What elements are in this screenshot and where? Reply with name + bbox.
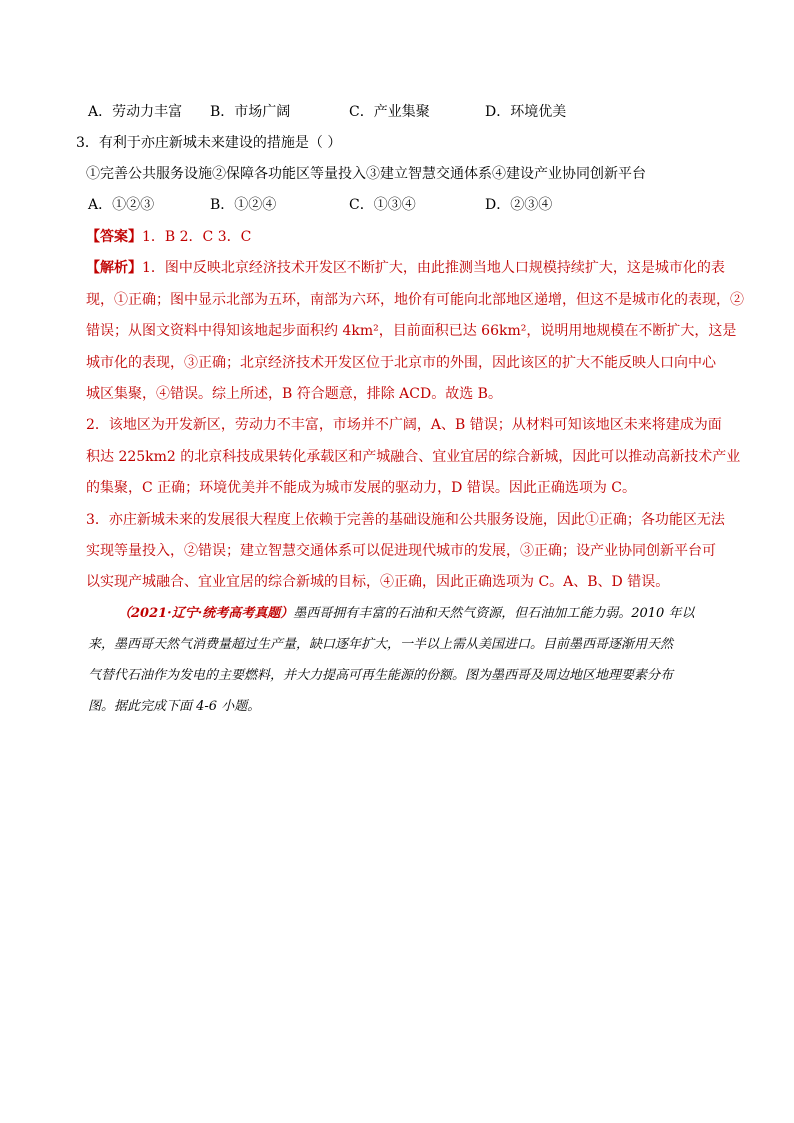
analysis-line-5: 城区集聚，④错误。综上所述，B 符合题意，排除 ACD。故选 B。 [86, 386, 502, 402]
analysis-text-1: 1．图中反映北京经济技术开发区不断扩大，由此推测当地人口规模持续扩大，这是城市化的表 [142, 260, 725, 276]
analysis-line-2: 现，①正确；图中显示北部为五环，南部为六环，地价有可能向北部地区递增，但这不是城市化的表现，② [86, 292, 744, 308]
q3-items: ①完善公共服务设施②保障各功能区等量投入③建立智慧交通体系④建设产业协同创新平台 [86, 166, 646, 182]
q3-stem: 3．有利于亦庄新城未来建设的措施是（ ） [76, 135, 342, 151]
q2-option-d: D．环境优美 [485, 104, 567, 120]
answer-line [86, 227, 251, 247]
q2-option-b: B．市场广阔 [210, 104, 291, 120]
analysis-label: 【解析】 [86, 260, 142, 276]
analysis-line-4: 城市化的表现，③正确；北京经济技术开发区位于北京市的外围，因此该区的扩大不能反映人口向中心 [86, 355, 716, 371]
analysis-line-6: 2．该地区为开发新区，劳动力不丰富，市场并不广阔，A、B 错误；从材料可知该地区未来将建成为面 [86, 417, 722, 433]
material-text-1: 墨西哥拥有丰富的石油和天然气资源，但石油加工能力弱。2010 年以 [293, 606, 695, 621]
material-line-2: 来，墨西哥天然气消费量超过生产量，缺口逐年扩大，一半以上需从美国进口。目前墨西哥逐渐用天然 [88, 637, 674, 652]
answer-text: 1．B 2．C 3．C [142, 229, 252, 245]
q3-option-a: A．①②③ [88, 197, 155, 213]
analysis-line-7: 积达 225km2 的北京科技成果转化承载区和产城融合、宜业宜居的综合新城，因此可以推动高新技术产业 [86, 449, 741, 465]
analysis-line-1 [86, 258, 725, 278]
q2-option-c: C．产业集聚 [349, 104, 430, 120]
analysis-line-10: 实现等量投入，②错误；建立智慧交通体系可以促进现代城市的发展，③正确；设产业协同创新平台可 [86, 543, 716, 559]
analysis-line-11: 以实现产城融合、宜业宜居的综合新城的目标，④正确，因此正确选项为 C。A、B、D 错误。 [86, 574, 670, 590]
material-line-4: 图。据此完成下面 4-6 小题。 [88, 699, 261, 714]
q3-option-b: B．①②④ [210, 197, 277, 213]
material-line-1 [118, 604, 694, 624]
material-source-tag: （2021·辽宁·统考高考真题） [118, 606, 294, 621]
q3-option-d: D．②③④ [485, 197, 553, 213]
answer-label: 【答案】 [86, 229, 142, 245]
analysis-line-9: 3．亦庄新城未来的发展很大程度上依赖于完善的基础设施和公共服务设施，因此①正确；各功能区无法 [86, 512, 725, 528]
analysis-line-3: 错误；从图文资料中得知该地起步面积约 4km²，目前面积已达 66km²，说明用地规模在不断扩大，这是 [86, 323, 737, 339]
material-line-3: 气替代石油作为发电的主要燃料，并大力提高可再生能源的份额。图为墨西哥及周边地区地理要素分布 [88, 668, 674, 683]
q2-option-a: A．劳动力丰富 [88, 104, 183, 120]
q3-option-c: C．①③④ [349, 197, 416, 213]
analysis-line-8: 的集聚，C 正确；环境优美并不能成为城市发展的驱动力，D 错误。因此正确选项为 C。 [86, 480, 636, 496]
